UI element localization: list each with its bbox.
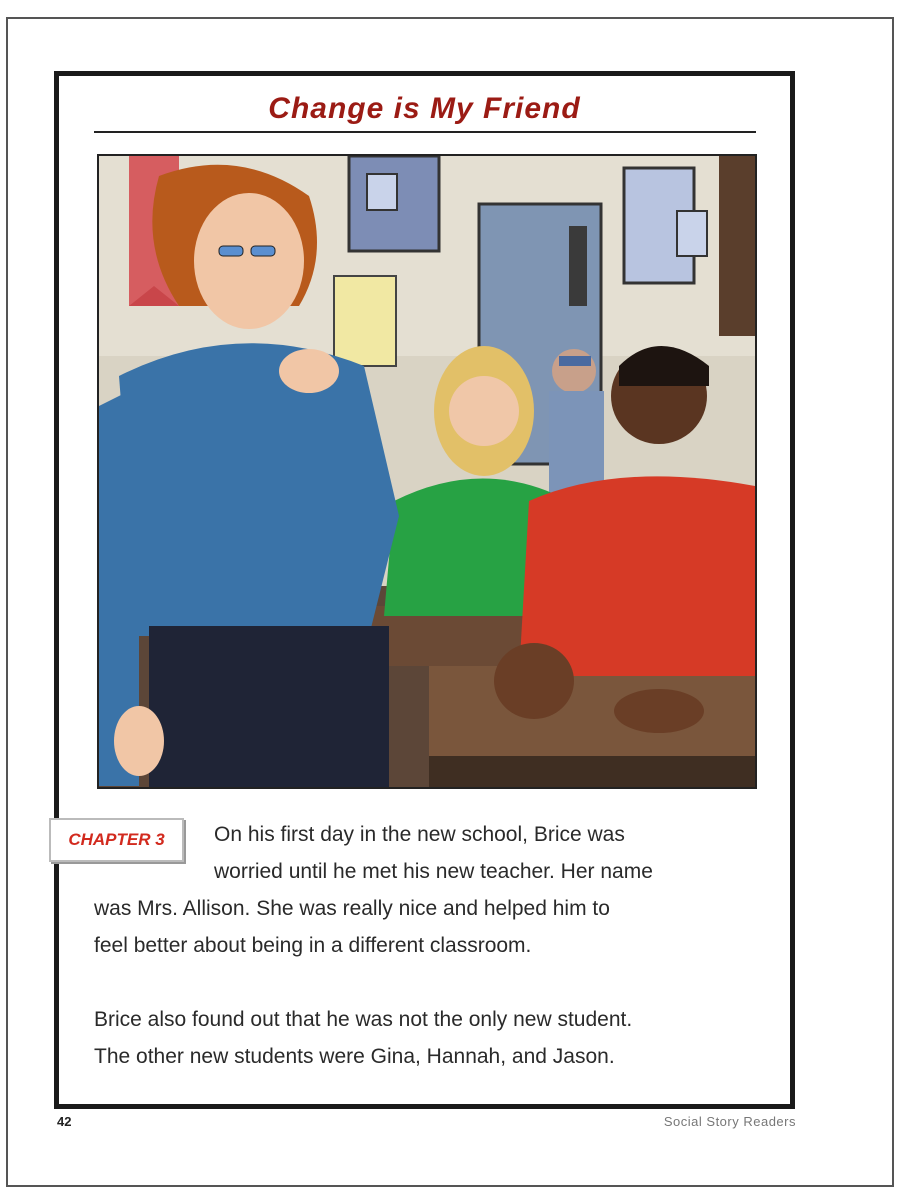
title-divider (94, 131, 756, 133)
series-name: Social Story Readers (663, 1114, 796, 1129)
book-page (54, 71, 795, 1109)
story-text (94, 816, 764, 1066)
page-title: Change is My Friend (268, 92, 581, 125)
page-number: 42 (57, 1114, 72, 1129)
text-line: was Mrs. Allison. She was really nice and helped him to (94, 897, 610, 920)
text-line: feel better about being in a different classroom. (94, 934, 532, 957)
classroom-illustration (97, 154, 757, 789)
text-line: The other new students were Gina, Hannah, and Jason. (94, 1045, 615, 1068)
chapter-label: CHAPTER 3 (49, 818, 184, 862)
text-line: On his first day in the new school, Brice was (214, 823, 625, 846)
text-line: Brice also found out that he was not the only new student. (94, 1008, 633, 1031)
text-line: worried until he met his new teacher. Her name (214, 860, 653, 883)
